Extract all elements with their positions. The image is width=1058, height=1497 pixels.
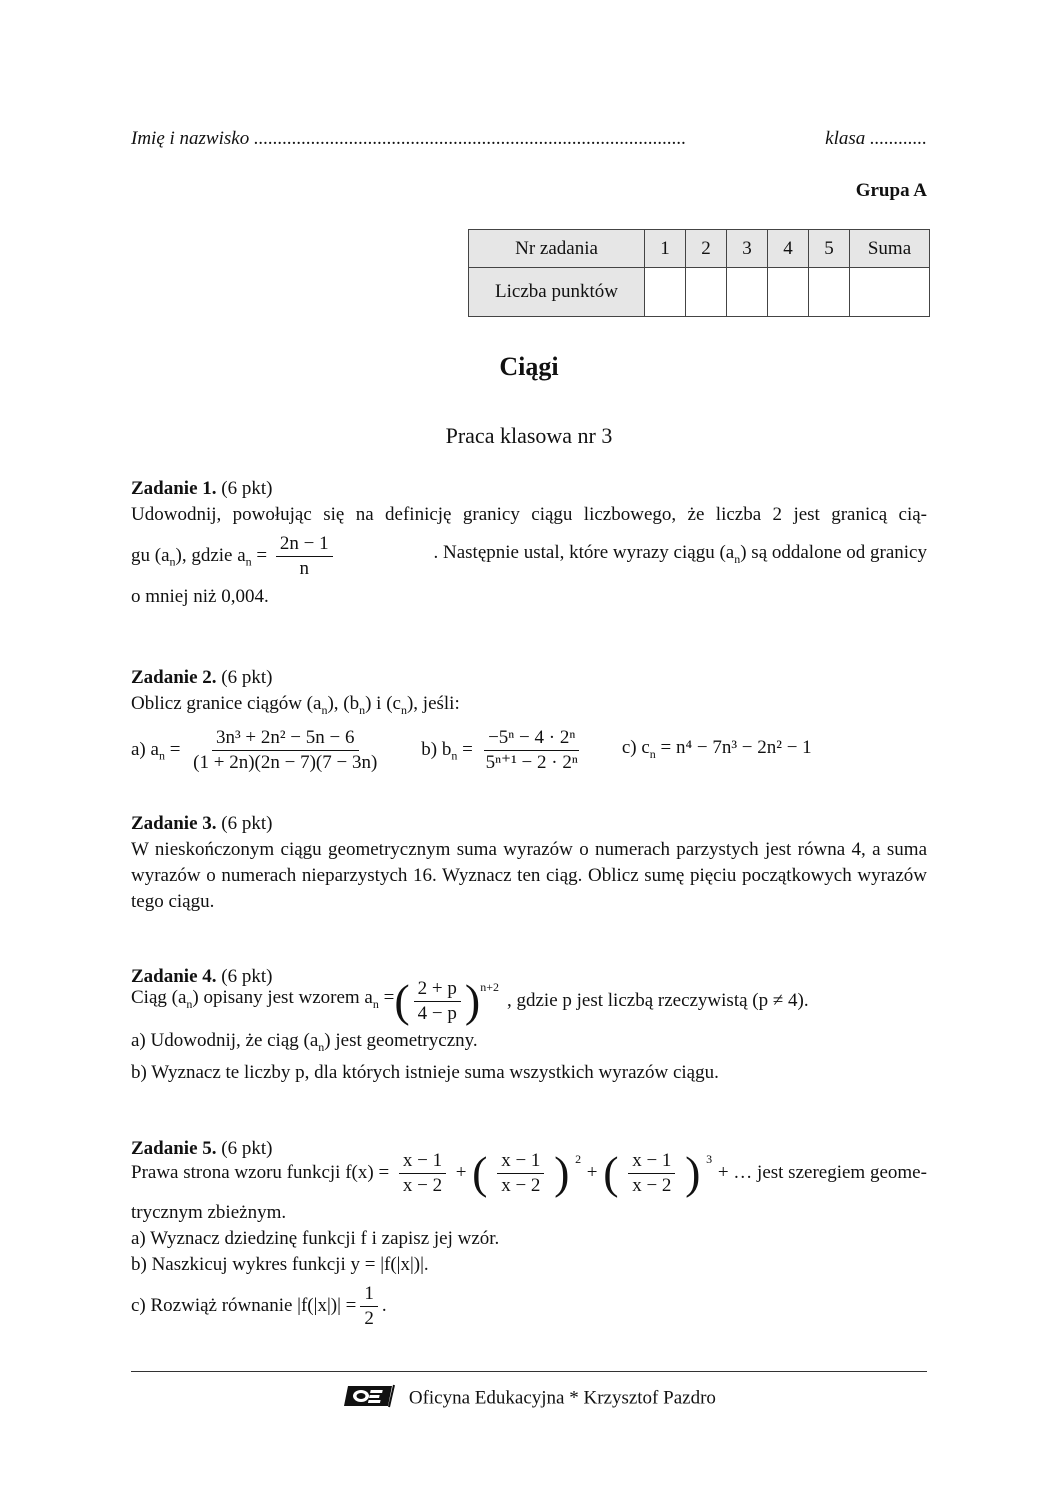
task-5	[131, 1136, 927, 1334]
score-cell-4	[768, 268, 809, 317]
task-4-item-a: a) Udowodnij, że ciąg $(a_n)$ jest geometryczny.	[131, 1030, 478, 1054]
task-5-line-2: trycznym zbieżnym.	[131, 1202, 287, 1223]
task-1-line-1: Udowodnij, powołując się na definicję granicy ciągu liczbowego, że liczba 2 jest granicą cią-	[131, 504, 927, 525]
score-cell-3	[727, 268, 768, 317]
task-5-item-b: b) Naszkicuj wykres funkcji y = |f(|x|)|.	[131, 1254, 429, 1275]
score-cell-2	[686, 268, 727, 317]
task-number-3: 3	[727, 230, 768, 268]
task-1-heading: Zadanie 1. (6 pkt)	[131, 478, 273, 499]
task-2	[131, 665, 927, 779]
points-label: Liczba punktów	[469, 268, 645, 317]
task-4	[131, 964, 927, 1086]
task-3-text: W nieskończonym ciągu geometrycznym suma wyrazów o numerach parzystych jest równa 4, a suma wyrazów o numerach nieparzystych 16. Wyznacz ten ciąg. Oblicz sumę pięciu początkowych wyrazów tego ciągu.	[131, 839, 927, 912]
name-field: Imię i nazwisko ...........................................................................................	[131, 128, 687, 149]
task-number-2: 2	[686, 230, 727, 268]
task-number-1: 1	[645, 230, 686, 268]
page-subtitle: Praca klasowa nr 3	[445, 423, 613, 448]
score-cell-5	[809, 268, 850, 317]
task-2-line-1: Oblicz granice ciągów $(a_n)$, $(b_n)$ i $(c_n)$, jeśli:	[131, 693, 460, 717]
task-5-line-1: Prawa strona wzoru funkcji f(x) = $\frac{x - 1}{x - 2}$ + ( $\frac{x - 1}{x - 2}$ ) $^2$ + ( $\frac{x - 1}{x - 2}$ ) $^3$ + … jest szeregiem geome-	[131, 1147, 927, 1198]
points-table-header-row	[469, 230, 930, 268]
task-5-item-c: c) Rozwiąż równanie |f(|x|)| = $\frac{1}{2}$ .	[131, 1282, 387, 1329]
task-4-line-1: Ciąg $(a_n)$ opisany jest wzorem $a_n$ = ( $\frac{2 + p}{4 - p}$ ) $^{n+2}$ , gdzie p jest liczbą rzeczywistą (p ≠ 4).	[131, 975, 809, 1026]
task-2-formulas	[131, 723, 927, 779]
task-5-item-a: a) Wyznacz dziedzinę funkcji f i zapisz jej wzór.	[131, 1228, 500, 1249]
page-title: Ciągi	[499, 352, 559, 381]
task-number-4: 4	[768, 230, 809, 268]
group-label: Grupa A	[855, 180, 927, 201]
task-1-line-3: o mniej niż 0,004.	[131, 586, 269, 607]
task-2-heading: Zadanie 2. (6 pkt)	[131, 667, 273, 688]
publisher-logo-icon	[342, 1384, 398, 1414]
class-field: klasa ............	[825, 128, 927, 149]
task-4-heading: Zadanie 4. (6 pkt)	[131, 966, 273, 987]
task-1-fraction: $\frac{2n - 1}{n}$	[276, 532, 333, 581]
publisher-name: Oficyna Edukacyjna * Krzysztof Pazdro	[408, 1387, 716, 1409]
footer	[0, 1384, 1058, 1414]
task-2-item-a: a) $a_n$ = $\frac{\text{3n³ + 2n² − 5n − 6}}{(1 + 2n)(2n - 7)(7 - 3n)}$	[131, 727, 378, 774]
task-4-item-b: b) Wyznacz te liczby p, dla których istnieje suma wszystkich wyrazów ciągu.	[131, 1061, 719, 1083]
points-table	[468, 229, 930, 317]
task-2-item-b: b) $b_n$ = $\frac{\text{−5ⁿ − 4 · 2ⁿ}}{\text{5ⁿ⁺¹ − 2 · 2ⁿ}}$	[421, 727, 578, 774]
task-3	[131, 811, 927, 915]
task-5-heading: Zadanie 5. (6 pkt)	[131, 1138, 273, 1159]
task-1-line-2: gu $(a_n)$, gdzie $a_n$ = $\frac{2n - 1}{n}$ . Następnie ustal, które wyrazy ciągu $(a_n)$ są oddalone od granicy	[131, 532, 927, 579]
task-1	[131, 476, 927, 610]
header-fields	[131, 128, 927, 154]
footer-divider	[131, 1371, 927, 1372]
score-cell-1	[645, 268, 686, 317]
task-number-5: 5	[809, 230, 850, 268]
sum-label: Suma	[850, 230, 930, 268]
points-table-score-row	[469, 268, 930, 317]
task-3-heading: Zadanie 3. (6 pkt)	[131, 813, 273, 834]
task-2-item-c: c) $c_n = n^4 - 7n^3 - 2n^2 - 1$	[621, 736, 812, 761]
score-cell-sum	[850, 268, 930, 317]
task-4-fraction: $\frac{2 + p}{4 - p}$	[414, 977, 461, 1026]
task-number-label: Nr zadania	[469, 230, 645, 268]
